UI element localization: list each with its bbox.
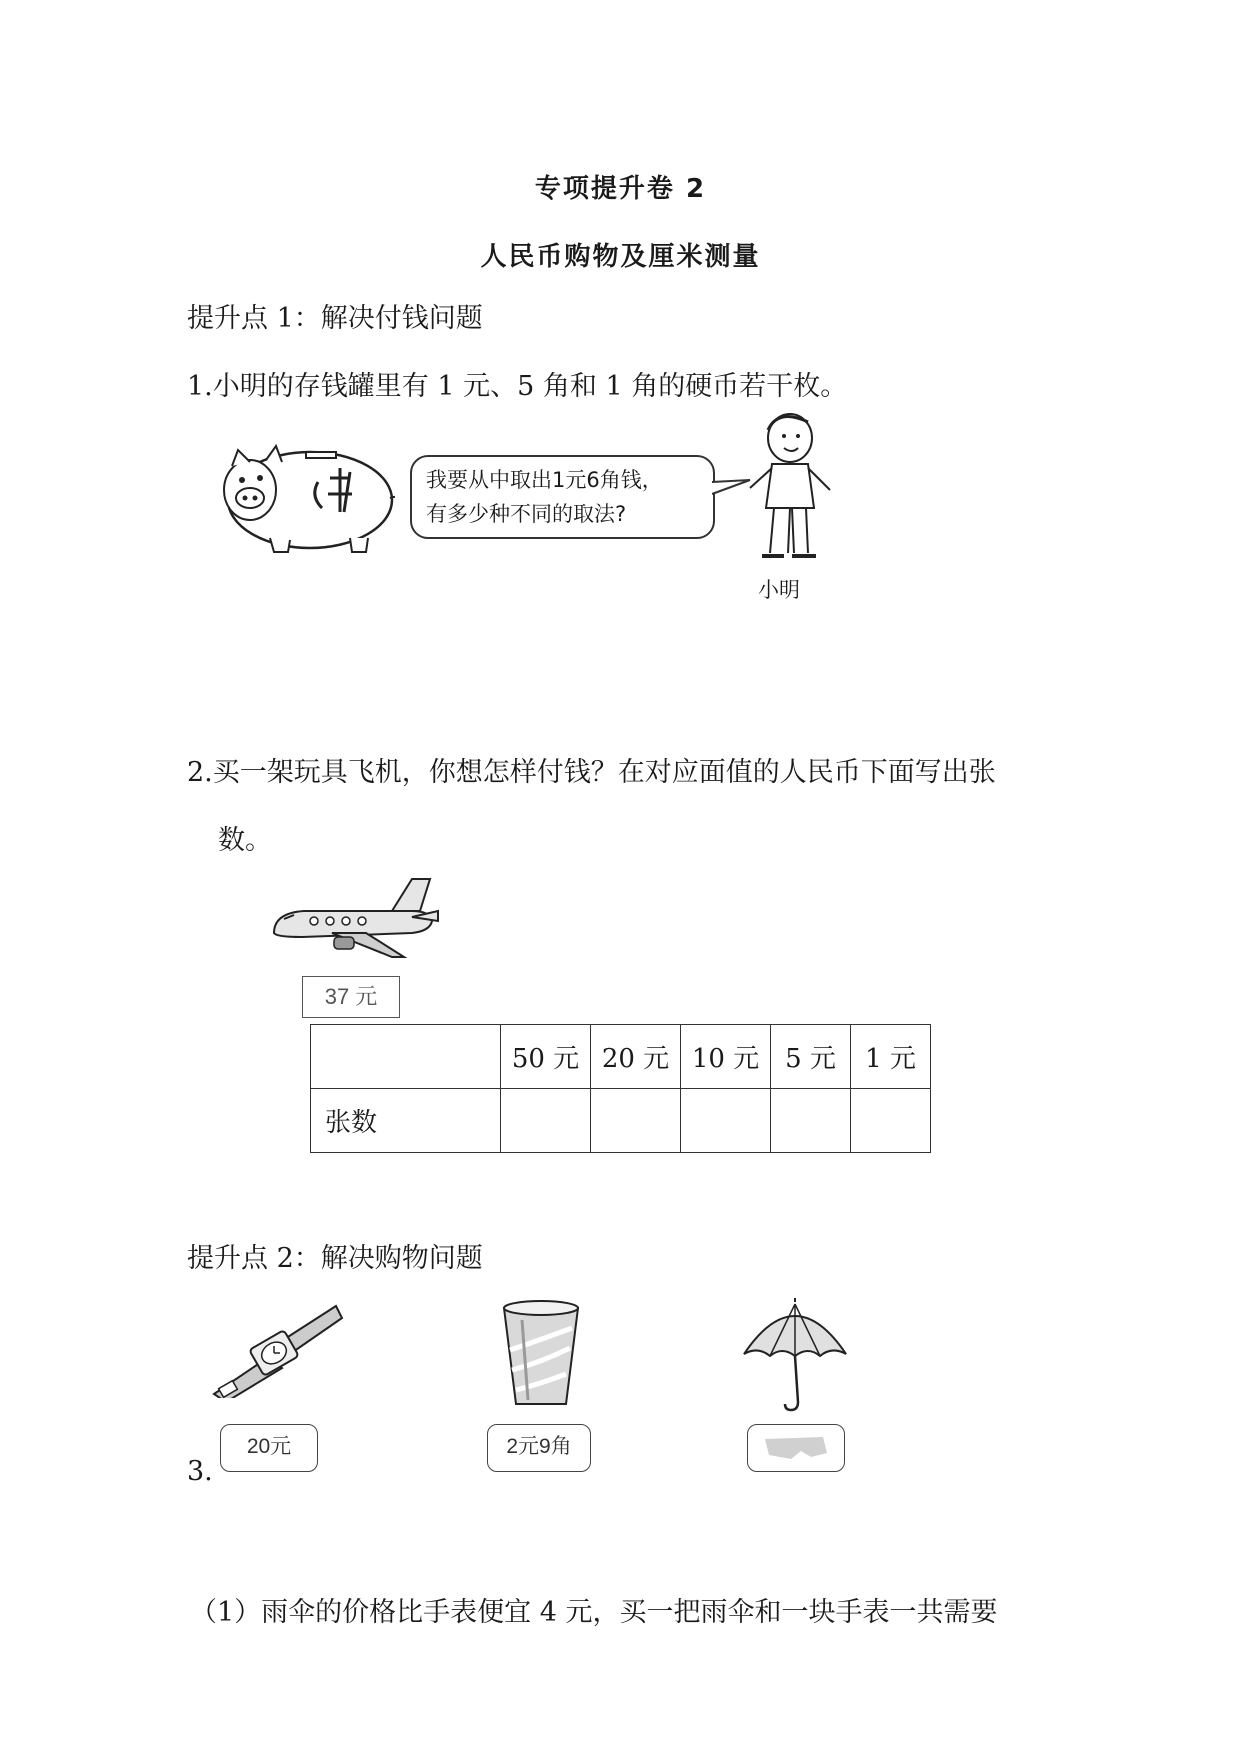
umbrella-illustration <box>740 1298 850 1413</box>
answer-cell-50-yuan[interactable] <box>501 1089 591 1153</box>
table-header-1-yuan: 1 元 <box>851 1025 931 1089</box>
plane-price-tag: 37 元 <box>302 976 400 1018</box>
watch-price-tag: 20元 <box>220 1424 318 1472</box>
table-row <box>311 1089 931 1153</box>
page-subtitle: 人民币购物及厘米测量 <box>480 242 761 272</box>
watch-illustration <box>210 1298 345 1398</box>
answer-cell-1-yuan[interactable] <box>851 1089 931 1153</box>
table-row <box>311 1025 931 1089</box>
umbrella-price-tag <box>747 1424 845 1472</box>
bubble-line-1: 我要从中取出1元6角钱， <box>426 468 663 492</box>
question-1-text: 1.小明的存钱罐里有 1 元、5 角和 1 角的硬币若干枚。 <box>187 371 848 402</box>
toy-plane-illustration <box>262 875 442 970</box>
money-count-table <box>310 1024 931 1153</box>
table-header-50-yuan: 50 元 <box>501 1025 591 1089</box>
cup-illustration <box>498 1300 583 1410</box>
boy-caption: 小明 <box>758 578 800 602</box>
table-header-20-yuan: 20 元 <box>591 1025 681 1089</box>
table-header-10-yuan: 10 元 <box>681 1025 771 1089</box>
question-2-text-line1: 2.买一架玩具飞机，你想怎样付钱？在对应面值的人民币下面写出张 <box>187 757 996 788</box>
boy-xiaoming-illustration <box>740 408 840 568</box>
answer-cell-20-yuan[interactable] <box>591 1089 681 1153</box>
cup-price-tag: 2元9角 <box>487 1424 591 1472</box>
table-header-empty <box>311 1025 501 1089</box>
piggy-bank-illustration <box>210 438 395 558</box>
answer-cell-5-yuan[interactable] <box>771 1089 851 1153</box>
question-3-number: 3. <box>187 1456 213 1487</box>
answer-cell-10-yuan[interactable] <box>681 1089 771 1153</box>
page-title: 专项提升卷 2 <box>534 174 707 204</box>
speech-bubble <box>410 455 715 539</box>
price-smudge-icon <box>761 1433 831 1463</box>
section1-heading: 提升点 1：解决付钱问题 <box>187 303 483 334</box>
question-3-1-text: （1）雨伞的价格比手表便宜 4 元，买一把雨伞和一块手表一共需要 <box>190 1597 998 1628</box>
question-2-text-line2: 数。 <box>218 825 272 856</box>
table-header-5-yuan: 5 元 <box>771 1025 851 1089</box>
table-row-label-count: 张数 <box>311 1089 501 1153</box>
bubble-line-2: 有多少种不同的取法? <box>426 502 627 526</box>
section2-heading: 提升点 2：解决购物问题 <box>187 1243 483 1274</box>
